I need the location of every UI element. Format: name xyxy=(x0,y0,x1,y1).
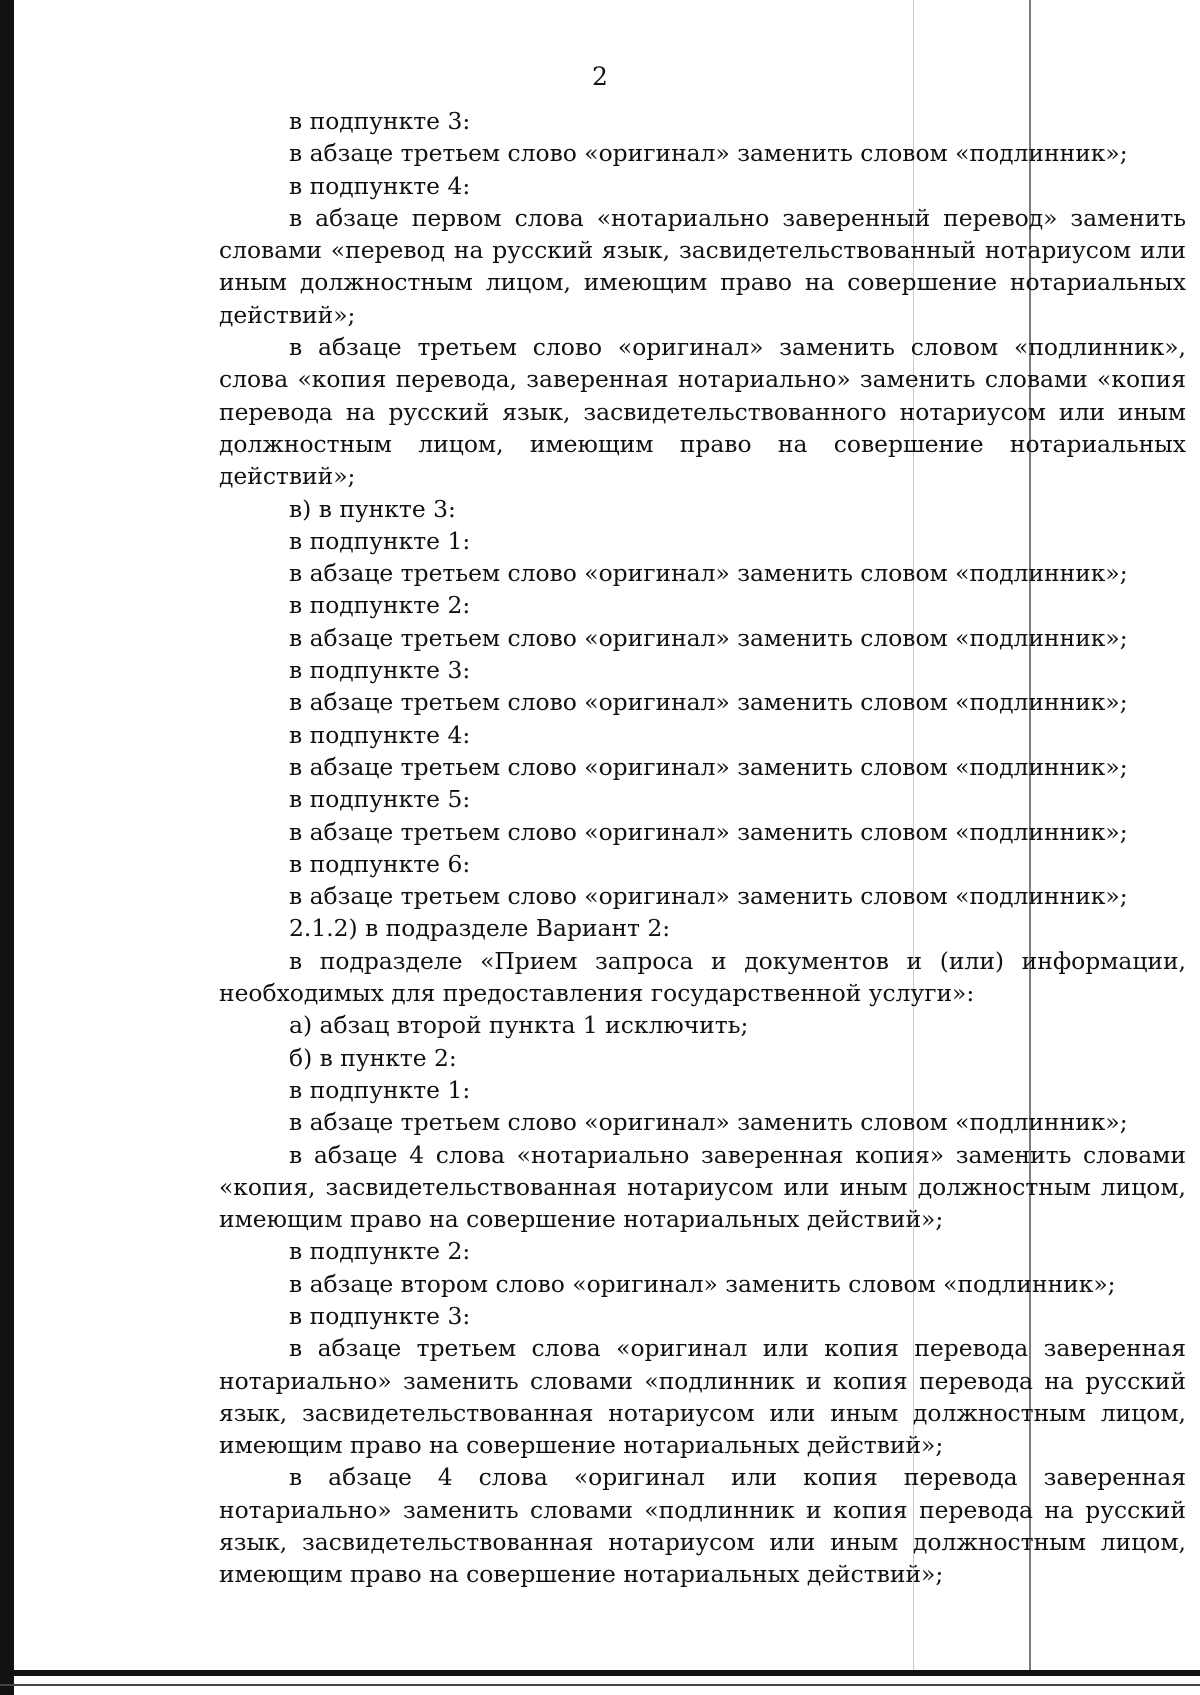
paragraph: в подпункте 4: xyxy=(289,720,471,749)
paragraph: в абзаце третьем слово «оригинал» заменить словом «подлинник»; xyxy=(289,1108,1128,1137)
scan-bottom-border xyxy=(0,1684,1200,1686)
paragraph: в абзаце третьем слово «оригинал» заменить словом «подлинник»; xyxy=(289,817,1128,846)
scan-bottom-border xyxy=(0,1670,1200,1676)
paragraph: б) в пункте 2: xyxy=(289,1043,457,1072)
paragraph: в подпункте 4: xyxy=(289,171,471,200)
paragraph: в) в пункте 3: xyxy=(289,494,456,523)
paragraph: в абзаце третьем слово «оригинал» заменить словом «подлинник»; xyxy=(289,752,1128,781)
paragraph: в абзаце 4 слова «нотариально заверенная копия» заменить словами «копия, засвидетельствованная нотариусом или иным должностным лицом, имеющим право на совершение нотариальных действий»; xyxy=(219,1140,1186,1234)
paragraph: в абзаце 4 слова «оригинал или копия перевода заверенная нотариально» заменить словами «подлинник и копия перевода на русский язык, засвидетельствованная нотариусом или иным должностным лицом, имеющим право на совершение нотариальных действий»; xyxy=(219,1463,1186,1589)
paragraph: в абзаце третьем слово «оригинал» заменить словом «подлинник», слова «копия перевода, заверенная нотариально» заменить словами «копия перевода на русский язык, засвидетельствованного нотариусом или иным должностным лицом, имеющим право на совершение нотариальных действий»; xyxy=(219,333,1186,491)
paragraph: в абзаце втором слово «оригинал» заменить словом «подлинник»; xyxy=(289,1269,1116,1298)
paragraph: в абзаце третьем слова «оригинал или копия перевода заверенная нотариально» заменить словами «подлинник и копия перевода на русский язык, засвидетельствованная нотариусом или иным должностным лицом, имеющим право на совершение нотариальных действий»; xyxy=(219,1334,1186,1460)
paragraph: в подпункте 1: xyxy=(289,1075,471,1104)
paragraph: в абзаце третьем слово «оригинал» заменить словом «подлинник»; xyxy=(289,139,1128,168)
paragraph: а) абзац второй пункта 1 исключить; xyxy=(289,1011,749,1040)
paragraph: в абзаце третьем слово «оригинал» заменить словом «подлинник»; xyxy=(289,688,1128,717)
paragraph: в подпункте 5: xyxy=(289,785,471,814)
scan-left-border xyxy=(0,0,14,1695)
paragraph: в подпункте 2: xyxy=(289,1237,471,1266)
paragraph: в абзаце третьем слово «оригинал» заменить словом «подлинник»; xyxy=(289,882,1128,911)
paragraph: в подпункте 2: xyxy=(289,591,471,620)
paragraph: в абзаце третьем слово «оригинал» заменить словом «подлинник»; xyxy=(289,623,1128,652)
paragraph: в подпункте 3: xyxy=(289,107,471,135)
paragraph: в абзаце первом слова «нотариально заверенный перевод» заменить словами «перевод на русский язык, засвидетельствованный нотариусом или иным должностным лицом, имеющим право на совершение нотариальных действий»; xyxy=(219,203,1186,329)
paragraph: 2.1.2) в подразделе Вариант 2: xyxy=(289,914,671,943)
paragraph: в подпункте 6: xyxy=(289,849,471,878)
page-number: 2 xyxy=(592,62,608,91)
document-body xyxy=(219,105,1186,1591)
paragraph: в подпункте 3: xyxy=(289,656,471,685)
paragraph: в подпункте 3: xyxy=(289,1301,471,1330)
paragraph: в подпункте 1: xyxy=(289,526,471,555)
paragraph: в абзаце третьем слово «оригинал» заменить словом «подлинник»; xyxy=(289,559,1128,588)
paragraph: в подразделе «Прием запроса и документов и (или) информации, необходимых для предоставления государственной услуги»: xyxy=(219,946,1186,1008)
